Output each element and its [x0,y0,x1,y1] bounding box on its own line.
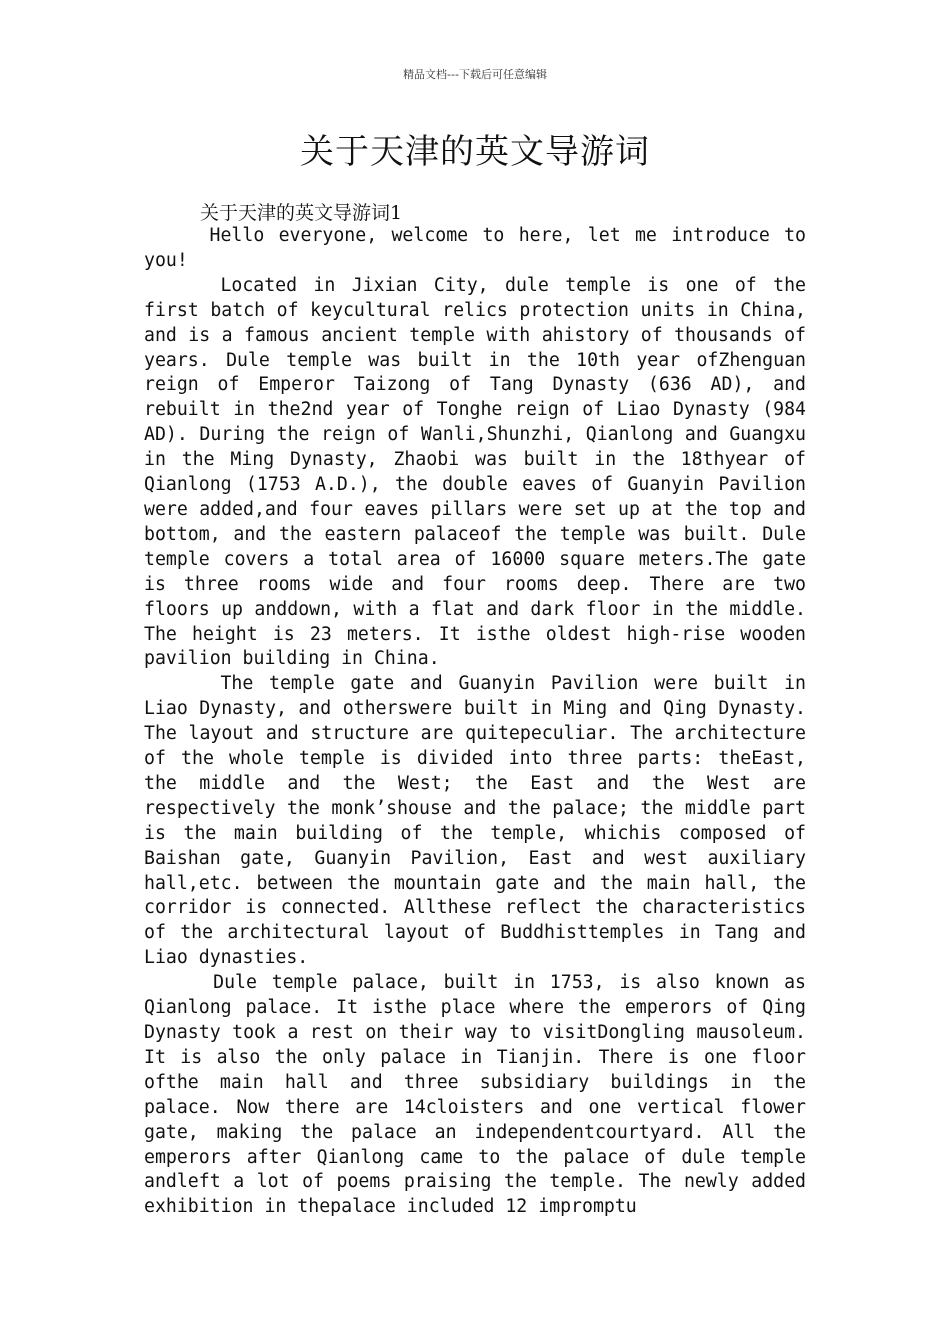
paragraph-layout: The temple gate and Guanyin Pavilion were built in Liao Dynasty, and otherswere built in Ming and Qing Dynasty. The layout and structure are quitepeculiar. The architecture of the whole temple is divided into three parts: theEast, the middle and the West; the East and the West are respectively the monk’shouse and the palace; the middle part is the main building of the temple, whichis composed of Baishan gate, Guanyin Pavilion, East and west auxiliary hall,etc. between the mountain gate and the main hall, the corridor is connected. Allthese reflect the characteristics of the architectural layout of Buddhisttemples in Tang and Liao dynasties. [144,673,806,969]
document-body [144,224,806,1220]
paragraph-palace: Dule temple palace, built in 1753, is also known as Qianlong palace. It isthe place where the emperors of Qing Dynasty took a rest on their way to visitDongling mausoleum. It is also the only palace in Tianjin. There is one floor ofthe main hall and three subsidiary buildings in the palace. Now there are 14cloisters and one vertical flower gate, making the palace an independentcourtyard. All the emperors after Qianlong came to the palace of dule temple andleft a lot of poems praising the temple. The newly added exhibition in thepalace included 12 impromptu [144,972,806,1218]
document-title: 关于天津的英文导游词 [300,132,650,172]
paragraph-greeting: Hello everyone, welcome to here, let me introduce to you! [144,225,806,271]
header-note: 精品文档---下载后可任意编辑 [403,68,547,81]
section-heading: 关于天津的英文导游词1 [200,202,403,224]
paragraph-history: Located in Jixian City, dule temple is one of the first batch of keycultural relics protection units in China, and is a famous ancient temple with ahistory of thousands of years. Dule temple was built in the 10th year ofZhenguan reign of Emperor Taizong of Tang Dynasty (636 AD), and rebuilt in the2nd year of Tonghe reign of Liao Dynasty (984 AD). During the reign of Wanli,Shunzhi, Qianlong and Guangxu in the Ming Dynasty, Zhaobi was built in the 18thyear of Qianlong (1753 A.D.), the double eaves of Guanyin Pavilion were added,and four eaves pillars were set up at the top and bottom, and the eastern palaceof the temple was built. Dule temple covers a total area of 16000 square meters.The gate is three rooms wide and four rooms deep. There are two floors up anddown, with a flat and dark floor in the middle. The height is 23 meters. It isthe oldest high-rise wooden pavilion building in China. [144,274,806,670]
